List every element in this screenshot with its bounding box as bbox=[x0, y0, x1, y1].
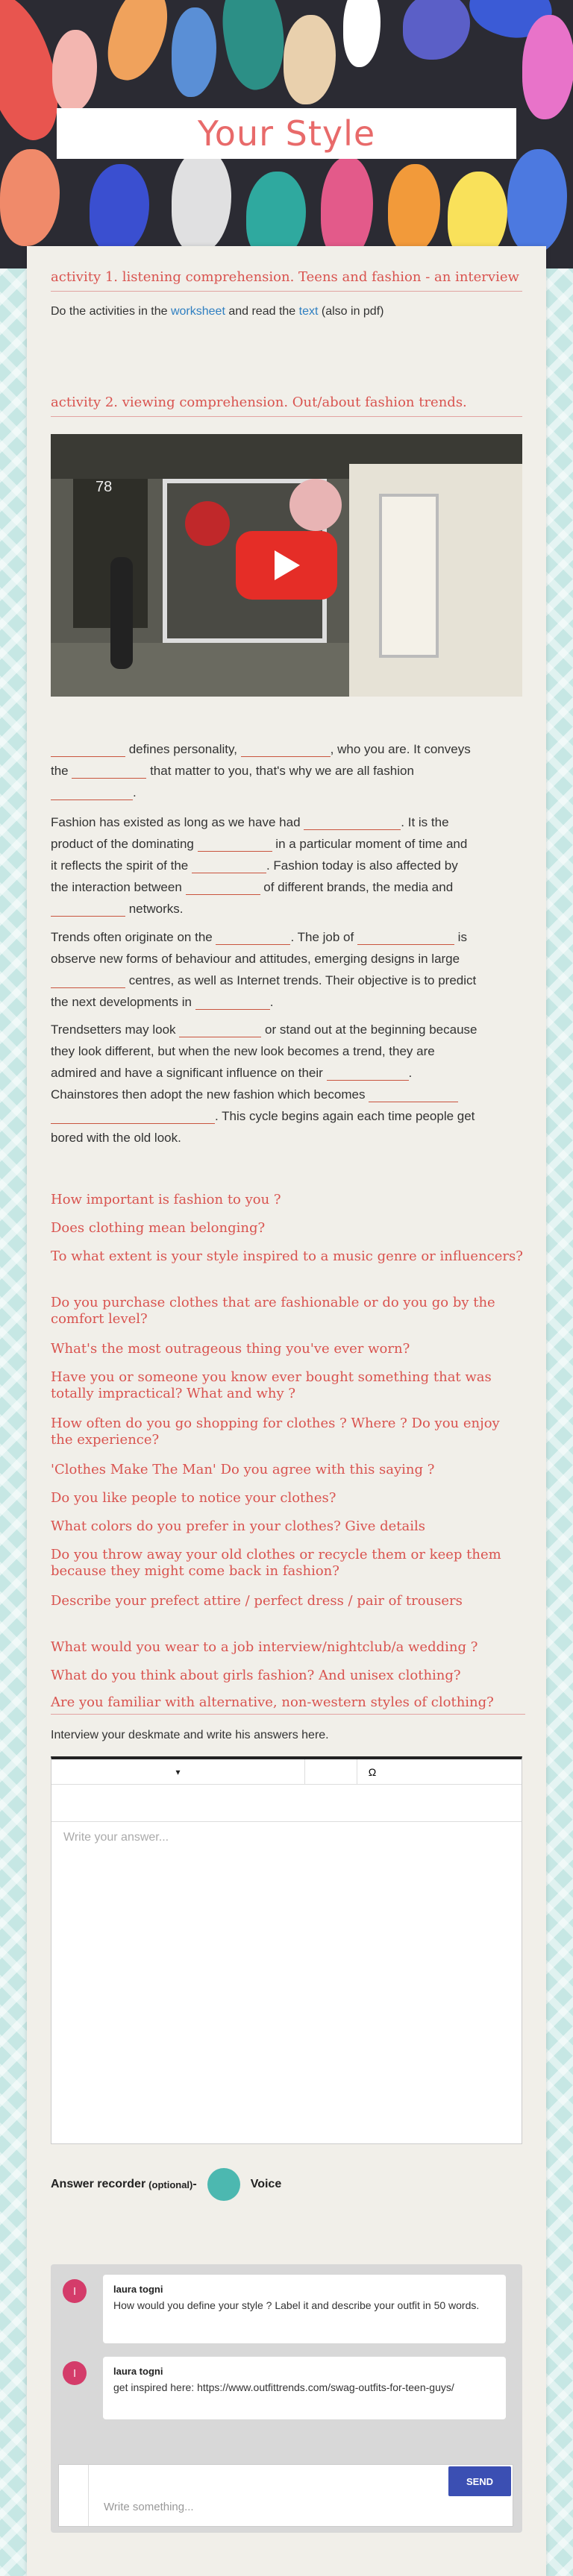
page-title: Your Style bbox=[197, 113, 376, 154]
cloze-text: that matter to you, that's why we are all fashion bbox=[146, 764, 414, 778]
decor-shape bbox=[0, 149, 60, 246]
toolbar-spacer bbox=[305, 1759, 357, 1785]
cloze-paragraph-4 bbox=[51, 1019, 522, 1149]
interview-instruction: Interview your deskmate and write his answers here. bbox=[51, 1729, 329, 1741]
cloze-text: product of the dominating bbox=[51, 837, 198, 851]
blank-field[interactable] bbox=[357, 932, 454, 945]
instruction-text: (also in pdf) bbox=[318, 305, 384, 318]
comment-text: How would you define your style ? Label it and describe your outfit in 50 words. bbox=[113, 2299, 480, 2311]
question-item: What would you wear to a job interview/nightclub/a wedding ? bbox=[51, 1639, 478, 1655]
blank-field[interactable] bbox=[51, 744, 125, 757]
question-item: How often do you go shopping for clothes ? Where ? Do you enjoy the experience? bbox=[51, 1416, 500, 1448]
decor-shape bbox=[343, 0, 381, 67]
recorder-optional: (optional) bbox=[148, 2178, 193, 2190]
activity-2-title: activity 2. viewing comprehension. Out/about fashion trends. bbox=[51, 394, 522, 417]
blank-field[interactable] bbox=[216, 932, 290, 945]
comment-message bbox=[103, 2357, 506, 2419]
cloze-text: the bbox=[51, 764, 72, 778]
play-button[interactable] bbox=[236, 531, 337, 600]
cloze-text: bored with the old look. bbox=[51, 1131, 181, 1145]
blank-field[interactable] bbox=[198, 838, 272, 852]
question-item: Do you like people to notice your clothes? bbox=[51, 1490, 336, 1506]
cloze-text: Trends often originate on the bbox=[51, 930, 216, 944]
comment-text: get inspired here: https://www.outfittrends.com/swag-outfits-for-teen-guys/ bbox=[113, 2381, 454, 2393]
recorder-dash: - bbox=[192, 2178, 197, 2190]
decor-shape bbox=[52, 30, 97, 112]
video-red-balloon bbox=[185, 501, 230, 546]
cloze-text: observe new forms of behaviour and attitudes, emerging designs in large bbox=[51, 952, 460, 966]
instruction-text: and read the bbox=[225, 305, 299, 318]
comment-input[interactable]: Write something... bbox=[104, 2501, 194, 2513]
cloze-text: it reflects the spirit of the bbox=[51, 858, 192, 873]
blank-field[interactable] bbox=[51, 975, 125, 988]
comment-message bbox=[103, 2275, 506, 2343]
cloze-text: . The job of bbox=[290, 930, 357, 944]
question-item: What's the most outrageous thing you've ever worn? bbox=[51, 1341, 410, 1357]
text-link[interactable]: text bbox=[298, 305, 319, 318]
cloze-text: Trendsetters may look bbox=[51, 1022, 180, 1037]
cloze-text: in a particular moment of time and bbox=[272, 837, 468, 851]
decor-shape bbox=[215, 0, 293, 94]
question-item: 'Clothes Make The Man' Do you agree with this saying ? bbox=[51, 1462, 435, 1477]
decor-shape bbox=[507, 149, 567, 254]
send-button[interactable]: SEND bbox=[448, 2466, 511, 2496]
video-player[interactable] bbox=[51, 434, 522, 697]
cloze-text: Fashion has existed as long as we have had bbox=[51, 815, 304, 829]
decor-shape bbox=[172, 7, 216, 97]
cloze-text: centres, as well as Internet trends. Their objective is to predict bbox=[125, 973, 477, 987]
blank-field[interactable] bbox=[195, 996, 270, 1010]
blank-field[interactable] bbox=[327, 1067, 409, 1081]
answer-recorder bbox=[51, 2167, 349, 2202]
blank-field[interactable] bbox=[72, 765, 146, 779]
cloze-text: defines personality, bbox=[125, 742, 241, 756]
answer-editor bbox=[51, 1756, 522, 2144]
decor-shape bbox=[172, 149, 231, 254]
activity-2-section bbox=[51, 394, 522, 417]
comments-panel bbox=[51, 2264, 522, 2533]
cloze-text: the next developments in bbox=[51, 995, 195, 1009]
cloze-text: . Fashion today is also affected by bbox=[266, 858, 458, 873]
cloze-text: . It is the bbox=[401, 815, 449, 829]
cloze-text: is bbox=[454, 930, 467, 944]
blank-field[interactable] bbox=[241, 744, 331, 757]
blank-field[interactable] bbox=[304, 817, 401, 830]
question-item: Have you or someone you know ever bought something that was totally impractical? What and why ? bbox=[51, 1369, 492, 1401]
cloze-paragraph-1 bbox=[51, 738, 522, 803]
instruction-text: Do the activities in the bbox=[51, 305, 171, 318]
question-item: How important is fashion to you ? bbox=[51, 1192, 281, 1207]
decor-shape bbox=[100, 0, 175, 87]
answer-textarea[interactable]: Write your answer... bbox=[63, 1831, 169, 1844]
question-item: Do you purchase clothes that are fashionable or do you go by the comfort level? bbox=[51, 1295, 495, 1327]
composer-attach-area[interactable] bbox=[59, 2465, 89, 2526]
editor-toolbar-row-2 bbox=[51, 1785, 522, 1822]
decor-shape bbox=[403, 0, 470, 60]
decor-shape bbox=[321, 157, 373, 261]
comment-composer bbox=[58, 2464, 513, 2527]
cloze-text: they look different, but when the new look becomes a trend, they are bbox=[51, 1044, 435, 1058]
blank-field[interactable] bbox=[51, 787, 133, 800]
blank-field[interactable] bbox=[51, 903, 125, 917]
blank-field[interactable] bbox=[369, 1089, 458, 1102]
video-walking-person bbox=[110, 557, 133, 669]
decor-shape bbox=[388, 164, 440, 254]
cloze-text: , who you are. It conveys bbox=[330, 742, 471, 756]
video-pink-balloon bbox=[289, 479, 342, 531]
decor-shape bbox=[284, 15, 336, 104]
cloze-text: Chainstores then adopt the new fashion which becomes bbox=[51, 1087, 369, 1102]
comment-author: laura togni bbox=[113, 2366, 163, 2377]
page-title-box bbox=[57, 108, 516, 159]
decor-shape bbox=[90, 164, 149, 254]
special-char-button[interactable]: Ω bbox=[368, 1766, 377, 1778]
question-item: Are you familiar with alternative, non-western styles of clothing? bbox=[51, 1694, 525, 1715]
blank-field[interactable] bbox=[51, 1110, 215, 1124]
voice-label: Voice bbox=[250, 2178, 282, 2190]
chevron-down-icon: ▾ bbox=[175, 1767, 181, 1777]
format-dropdown[interactable] bbox=[51, 1759, 305, 1785]
activity-1-title: activity 1. listening comprehension. Teens and fashion - an interview bbox=[51, 268, 522, 292]
cloze-text: networks. bbox=[125, 902, 184, 916]
recorder-label: Answer recorder bbox=[51, 2178, 146, 2190]
cloze-text: the interaction between bbox=[51, 880, 186, 894]
play-icon bbox=[272, 549, 301, 582]
avatar: l bbox=[63, 2279, 87, 2303]
worksheet-link[interactable]: worksheet bbox=[170, 305, 225, 318]
cloze-paragraph-2 bbox=[51, 811, 522, 920]
question-item: Describe your prefect attire / perfect dress / pair of trousers bbox=[51, 1593, 463, 1609]
question-item: Do you throw away your old clothes or recycle them or keep them because they might come back in fashion? bbox=[51, 1547, 501, 1579]
blank-field[interactable] bbox=[192, 860, 266, 873]
cloze-text: . This cycle begins again each time people get bbox=[215, 1109, 475, 1123]
cloze-text: . bbox=[269, 995, 274, 1009]
activity-1-section bbox=[51, 268, 522, 322]
blank-field[interactable] bbox=[179, 1024, 261, 1037]
editor-toolbar bbox=[51, 1759, 522, 1785]
question-item: Does clothing mean belonging? bbox=[51, 1220, 266, 1236]
avatar: l bbox=[63, 2361, 87, 2385]
question-item: What colors do you prefer in your clothes? Give details bbox=[51, 1518, 426, 1534]
video-sidewalk bbox=[51, 643, 349, 697]
video-door-right bbox=[379, 494, 439, 658]
cloze-text: of different brands, the media and bbox=[260, 880, 454, 894]
door-number: 78 bbox=[96, 479, 113, 495]
decor-shape bbox=[522, 15, 573, 119]
cloze-text: . bbox=[133, 785, 137, 799]
activity-1-instructions bbox=[51, 301, 522, 322]
cloze-text: . bbox=[408, 1066, 413, 1080]
cloze-paragraph-3 bbox=[51, 926, 522, 1013]
question-item: What do you think about girls fashion? And unisex clothing? bbox=[51, 1668, 461, 1683]
blank-field[interactable] bbox=[186, 882, 260, 895]
comment-author: laura togni bbox=[113, 2284, 163, 2295]
cloze-text: admired and have a significant influence on their bbox=[51, 1066, 327, 1080]
cloze-text: or stand out at the beginning because bbox=[261, 1022, 478, 1037]
record-voice-button[interactable] bbox=[207, 2168, 240, 2201]
question-item: To what extent is your style inspired to a music genre or influencers? bbox=[51, 1248, 523, 1264]
